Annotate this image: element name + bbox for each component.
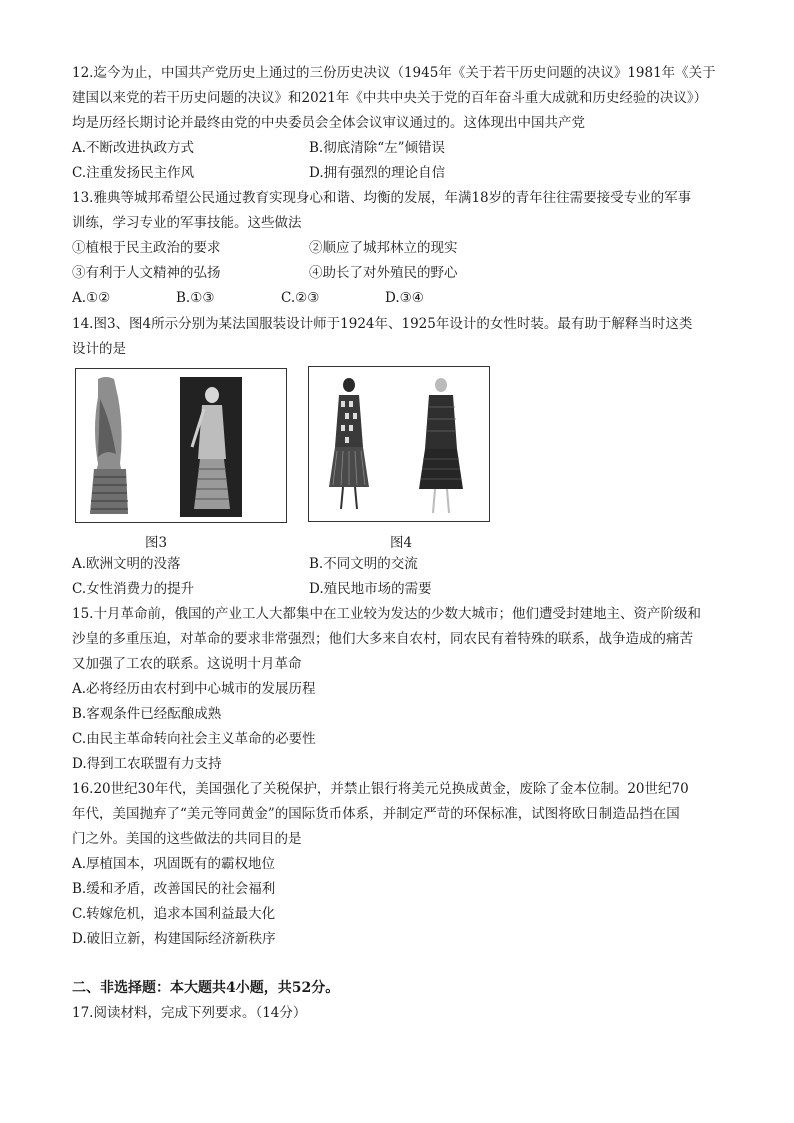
q14-option-a: A.欧洲文明的没落	[72, 556, 181, 572]
q12-stem-line-3: 均是历经长期讨论并最终由党的中央委员会全体会议审议通过的。这体现出中国共产党	[72, 115, 585, 131]
figure-4-image	[308, 366, 490, 522]
q14-stem-line-2: 设计的是	[72, 341, 126, 357]
figure-4-dress-illustration	[309, 367, 489, 521]
q16-option-d: D.破旧立新，构建国际经济新秩序	[72, 931, 276, 947]
figure-4-caption: 图4	[390, 535, 413, 551]
q13-option-a: A.①②	[72, 290, 111, 306]
q16-stem-line-2: 年代，美国抛弃了“美元等同黄金”的国际货币体系，并制定严苛的环保标准，试图将欧日制造品挡在国	[72, 806, 680, 822]
figure-3-dress-illustration	[76, 369, 286, 522]
q12-option-b: B.彻底清除“左”倾错误	[309, 140, 446, 156]
section-2-title: 二、非选择题：本大题共4小题，共52分。	[72, 980, 340, 996]
q16-stem-line-3: 门之外。美国的这些做法的共同目的是	[72, 831, 302, 847]
q12-stem-line-2: 建国以来党的若干历史问题的决议》和2021年《中共中央关于党的百年奋斗重大成就和历史经验的决议》）	[72, 90, 708, 106]
q15-option-a: A.必将经历由农村到中心城市的发展历程	[72, 681, 316, 697]
q13-item-1: ①植根于民主政治的要求	[72, 240, 221, 256]
figure-3-caption: 图3	[145, 535, 168, 551]
q12-option-a: A.不断改进执政方式	[72, 140, 195, 156]
q16-stem-line-1: 16.20世纪30年代，美国强化了关税保护，并禁止银行将美元兑换成黄金，废除了金本位制。20世纪70	[72, 781, 689, 797]
q12-stem-line-1: 12.迄今为止，中国共产党历史上通过的三份历史决议（1945年《关于若干历史问题的决议》1981年《关于	[72, 65, 716, 81]
q13-option-d: D.③④	[385, 290, 424, 306]
q17-stem: 17.阅读材料，完成下列要求。（14分）	[72, 1005, 307, 1021]
q12-option-d: D.拥有强烈的理论自信	[309, 165, 446, 181]
q13-stem-line-1: 13.雅典等城邦希望公民通过教育实现身心和谐、均衡的发展，年满18岁的青年往往需要接受专业的军事	[72, 190, 692, 206]
q13-stem-line-2: 训练，学习专业的军事技能。这些做法	[72, 215, 302, 231]
q16-option-a: A.厚植国本，巩固既有的霸权地位	[72, 856, 276, 872]
q15-option-c: C.由民主革命转向社会主义革命的必要性	[72, 731, 316, 747]
q13-option-c: C.②③	[281, 290, 320, 306]
q13-option-b: B.①③	[176, 290, 215, 306]
q13-item-3: ③有利于人文精神的弘扬	[72, 265, 221, 281]
q12-option-c: C.注重发扬民主作风	[72, 165, 195, 181]
q13-item-2: ②顺应了城邦林立的现实	[309, 240, 458, 256]
q15-stem-line-1: 15.十月革命前，俄国的产业工人大都集中在工业较为发达的少数大城市；他们遭受封建地主、资产阶级和	[72, 606, 701, 622]
q15-stem-line-2: 沙皇的多重压迫，对革命的要求非常强烈；他们大多来自农村，同农民有着特殊的联系，战争造成的痛苦	[72, 631, 693, 647]
q15-option-d: D.得到工农联盟有力支持	[72, 756, 222, 772]
q14-stem-line-1: 14.图3、图4所示分别为某法国服装设计师于1924年、1925年设计的女性时装。最有助于解释当时这类	[72, 316, 693, 332]
figure-3-image	[75, 368, 287, 523]
q14-option-b: B.不同文明的交流	[309, 556, 418, 572]
q16-option-c: C.转嫁危机，追求本国利益最大化	[72, 906, 276, 922]
q14-option-c: C.女性消费力的提升	[72, 581, 195, 597]
q13-item-4: ④助长了对外殖民的野心	[309, 265, 458, 281]
q16-option-b: B.缓和矛盾，改善国民的社会福利	[72, 881, 276, 897]
q14-option-d: D.殖民地市场的需要	[309, 581, 432, 597]
q15-stem-line-3: 又加强了工农的联系。这说明十月革命	[72, 656, 302, 672]
q15-option-b: B.客观条件已经酝酿成熟	[72, 706, 222, 722]
